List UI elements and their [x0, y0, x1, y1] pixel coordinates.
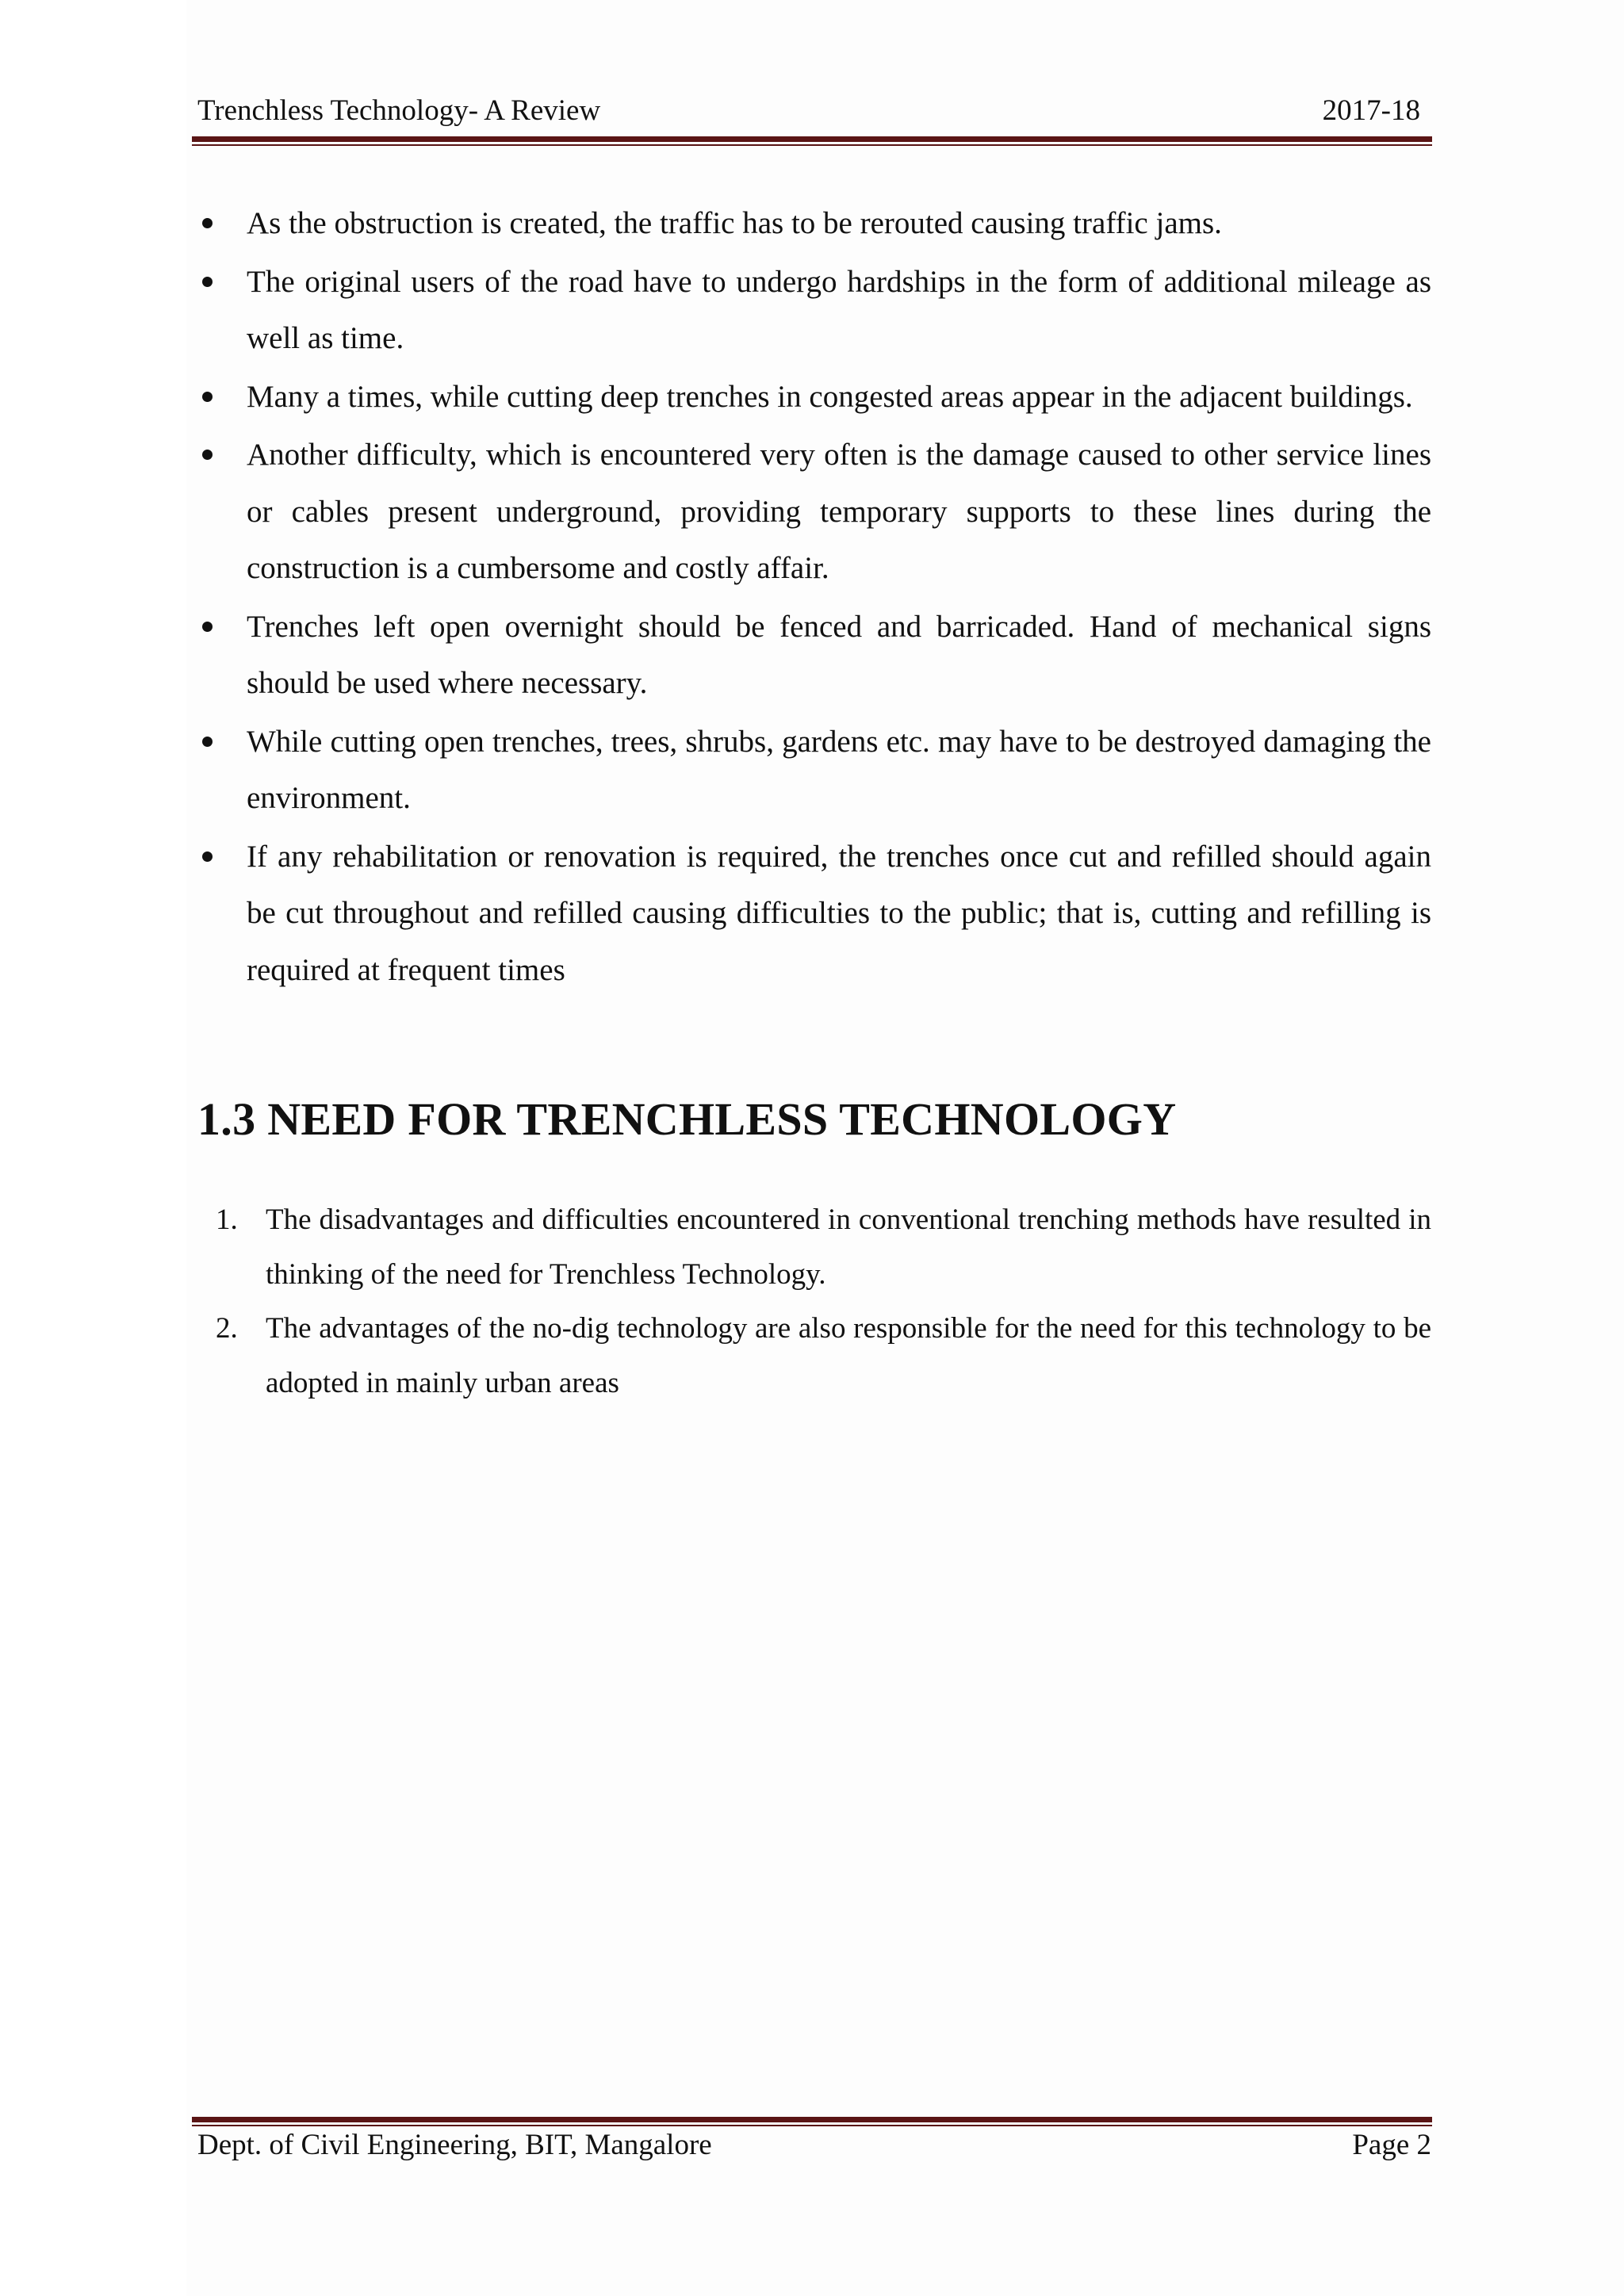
list-item — [197, 427, 1431, 597]
bullet-icon — [202, 851, 213, 862]
item-number: 1. — [216, 1203, 238, 1236]
bullet-text: While cutting open trenches, trees, shrubs, gardens etc. may have to be destroyed damaging the environment. — [247, 724, 1431, 815]
bullet-text: Trenches left open overnight should be fenced and barricaded. Hand of mechanical signs should be used where necessary. — [247, 609, 1431, 700]
header-rule — [192, 136, 1432, 146]
bullet-icon — [202, 218, 213, 228]
numbered-list — [197, 1193, 1431, 1410]
list-item — [197, 195, 1431, 252]
list-item — [197, 828, 1431, 999]
bullet-list — [197, 195, 1431, 1000]
page-footer — [197, 2128, 1431, 2168]
list-item — [197, 254, 1431, 367]
bullet-icon — [202, 277, 213, 287]
bullet-icon — [202, 622, 213, 632]
item-text: The advantages of the no-dig technology are also responsible for the need for this technology to be adopted in mainly urban areas — [266, 1312, 1431, 1399]
bullet-icon — [202, 392, 213, 402]
page-header — [197, 94, 1431, 133]
bullet-text: As the obstruction is created, the traffic has to be rerouted causing traffic jams. — [247, 206, 1222, 240]
list-item — [197, 1193, 1431, 1302]
list-item — [197, 599, 1431, 712]
footer-department: Dept. of Civil Engineering, BIT, Mangalore — [197, 2129, 712, 2161]
list-item — [197, 714, 1431, 827]
header-year: 2017-18 — [1322, 94, 1420, 127]
section-heading: 1.3 NEED FOR TRENCHLESS TECHNOLOGY — [197, 1093, 1177, 1145]
footer-rule — [192, 2117, 1432, 2126]
list-item — [197, 1302, 1431, 1410]
item-number: 2. — [216, 1312, 238, 1345]
bullet-text: Another difficulty, which is encountered very often is the damage caused to other service lines or cables present underground, providing temporary supports to these lines during the construction is a cumbersome and costly affair. — [247, 438, 1431, 585]
header-title: Trenchless Technology- A Review — [197, 94, 601, 127]
page-number: Page 2 — [1352, 2129, 1431, 2161]
item-text: The disadvantages and difficulties encountered in conventional trenching methods have resulted in thinking of the need for Trenchless Technology. — [266, 1203, 1431, 1291]
bullet-text: If any rehabilitation or renovation is required, the trenches once cut and refilled should again be cut throughout and refilled causing difficulties to the public; that is, cutting and refilling is required at frequent times — [247, 839, 1431, 987]
list-item — [197, 369, 1431, 426]
bullet-icon — [202, 450, 213, 460]
bullet-icon — [202, 737, 213, 747]
bullet-text: The original users of the road have to undergo hardships in the form of additional mileage as well as time. — [247, 264, 1431, 355]
bullet-text: Many a times, while cutting deep trenches in congested areas appear in the adjacent buildings. — [247, 379, 1413, 414]
